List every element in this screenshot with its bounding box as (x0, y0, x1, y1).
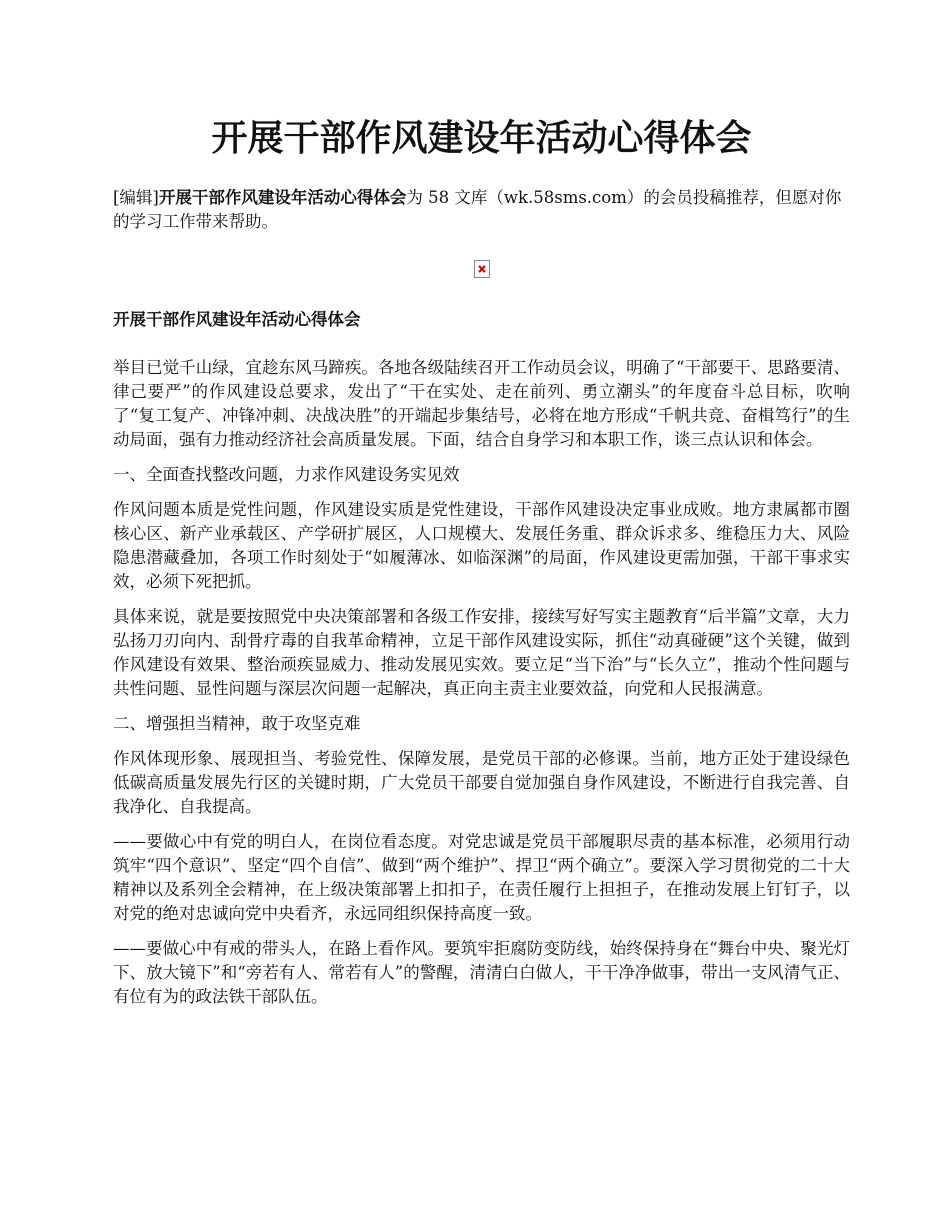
document-title: 开展干部作风建设年活动心得体会 (211, 117, 752, 159)
subheading-2: 二、增强担当精神，敢于攻坚克难 (113, 714, 361, 733)
body-paragraph: ——要做心中有党的明白人，在岗位看态度。对党忠诚是党员干部履职尽责的基本标准，必须用行动筑牢“四个意识”、坚定“四个自信”、做到“两个维护”、捍卫“两个确立”。要深入学习贯彻党的二十大精神以及系列全会精神，在上级决策部署上扣扣子，在责任履行上担担子，在推动发展上钉钉子，以对党的绝对忠诚向党中央看齐，永远同组织保持高度一致。 (113, 832, 850, 923)
body-paragraph: 作风问题本质是党性问题，作风建设实质是党性建设，干部作风建设决定事业成败。地方隶属都市圈核心区、新产业承载区、产学研扩展区，人口规模大、发展任务重、群众诉求多、维稳压力大、风险隐患潜藏叠加，各项工作时刻处于“如履薄冰、如临深渊”的局面，作风建设更需加强，干部干事求实效，必须下死把抓。 (113, 500, 850, 591)
intro-suffix: 为 58 文库（wk.58sms.com）的会员投稿推荐，但愿对你的学习工作带来帮助。 (113, 188, 842, 231)
intro-bold-title: 开展干部作风建设年活动心得体会 (158, 188, 407, 207)
subheading-1: 一、全面查找整改问题，力求作风建设务实见效 (113, 465, 460, 484)
body-paragraph: ——要做心中有戒的带头人，在路上看作风。要筑牢拒腐防变防线，始终保持身在“舞台中央、聚光灯下、放大镜下”和“旁若有人、常若有人”的警醒，清清白白做人，干干净净做事，带出一支风清气正、有位有为的政法铁干部队伍。 (113, 939, 850, 1006)
edit-link[interactable]: [编辑] (113, 188, 159, 207)
intro-paragraph (113, 186, 850, 234)
body-paragraph: 举目已觉千山绿，宜趁东风马蹄疾。各地各级陆续召开工作动员会议，明确了“干部要干、思路要清、律己要严”的作风建设总要求，发出了“干在实处、走在前列、勇立潮头”的年度奋斗总目标，吹响了“复工复产、冲锋冲刺、决战决胜”的开端起步集结号，必将在地方形成“千帆共竞、奋楫笃行”的生动局面，强有力推动经济社会高质量发展。下面，结合自身学习和本职工作，谈三点认识和体会。 (113, 358, 850, 449)
section-heading: 开展干部作风建设年活动心得体会 (113, 310, 361, 329)
broken-image-icon (474, 260, 490, 278)
body-paragraph: 作风体现形象、展现担当、考验党性、保障发展，是党员干部的必修课。当前，地方正处于建设绿色低碳高质量发展先行区的关键时期，广大党员干部要自觉加强自身作风建设，不断进行自我完善、自我净化、自我提高。 (113, 749, 850, 816)
broken-image-x-mark (477, 264, 487, 274)
embedded-image (474, 260, 490, 278)
body-paragraph: 具体来说，就是要按照党中央决策部署和各级工作安排，接续写好写实主题教育“后半篇”文章，大力弘扬刀刃向内、刮骨疗毒的自我革命精神，立足干部作风建设实际，抓住“动真碰硬”这个关键，做到作风建设有效果、整治顽疾显威力、推动发展见实效。要立足“当下治”与“长久立”，推动个性问题与共性问题、显性问题与深层次问题一起解决，真正向主责主业要效益，向党和人民报满意。 (113, 607, 850, 698)
